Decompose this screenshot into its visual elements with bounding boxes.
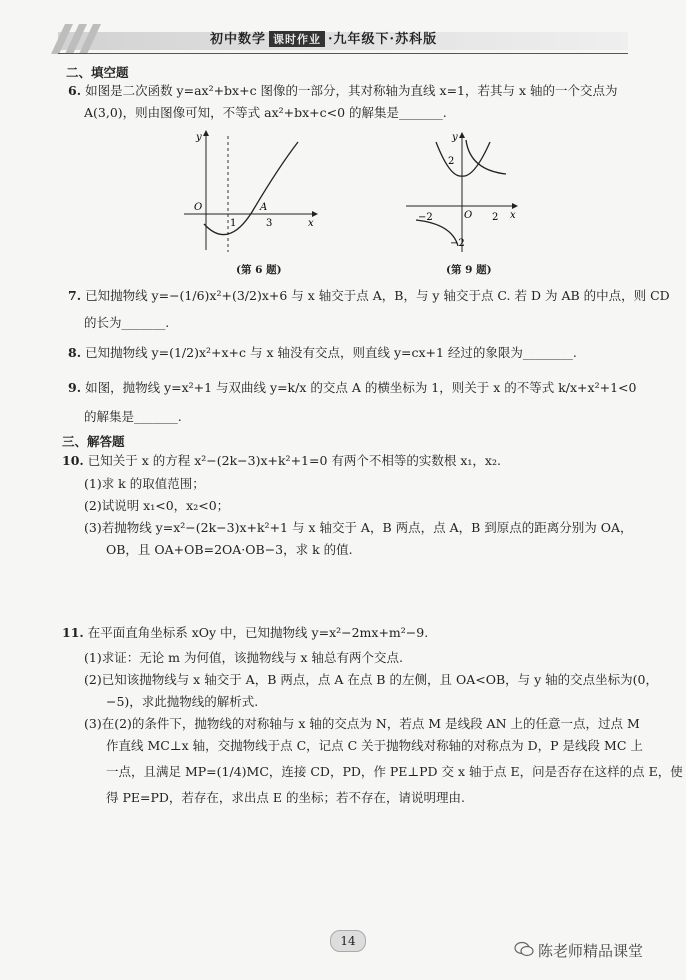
tick-x2-label: 2 (492, 212, 499, 223)
figure-6-parabola (180, 128, 320, 258)
tick-xneg2-label: −2 (418, 212, 433, 223)
header-grade: ·九年级下·苏科版 (328, 32, 438, 47)
question-number: 10. (62, 453, 84, 468)
question-text: 如图是二次函数 y=ax²+bx+c 图像的一部分，其对称轴为直线 x=1，若其与 x 轴的一个交点为 (85, 83, 618, 98)
page-header (58, 20, 628, 54)
question-9-line1 (68, 381, 636, 394)
question-10-part3-line2: OB，且 OA+OB=2OA·OB−3，求 k 的值. (106, 542, 353, 557)
x-label: x (510, 210, 516, 221)
y-axis-arrow (459, 132, 465, 138)
x-axis-arrow (312, 211, 318, 217)
y-label: y (196, 132, 202, 143)
wechat-icon (514, 941, 534, 957)
parabola-curve (204, 142, 298, 235)
page-number: 14 (330, 930, 366, 952)
y-label: y (452, 132, 458, 143)
hyperbola-branch-right (466, 140, 506, 174)
header-rule (58, 53, 628, 54)
question-text: 如图，抛物线 y=x²+1 与双曲线 y=k/x 的交点 A 的横坐标为 1，则关于 x 的不等式 k/x+x²+1<0 (85, 380, 637, 395)
parabola-curve (436, 142, 490, 176)
question-text: 在平面直角坐标系 xOy 中，已知抛物线 y=x²−2mx+m²−9. (87, 625, 429, 640)
watermark-text: 陈老师精品课堂 (538, 942, 644, 960)
x-label: x (308, 218, 314, 229)
question-number: 9. (68, 380, 82, 395)
question-11-part3-line3: 一点，且满足 MP=(1/4)MC，连接 CD，PD，作 PE⊥PD 交 x 轴于点 E，问是否存在这样的点 E，使 (106, 764, 683, 779)
figure-9-hyperbola (400, 128, 530, 258)
question-number: 8. (68, 345, 82, 360)
question-11-part3-line2: 作直线 MC⊥x 轴，交抛物线于点 C，记点 C 关于抛物线对称轴的对称点为 D，P 是线段 MC 上 (106, 738, 643, 753)
question-10-part1: (1)求 k 的取值范围； (84, 476, 205, 491)
question-11-line1 (62, 626, 428, 639)
question-text: 已知抛物线 y=(1/2)x²+x+c 与 x 轴没有交点，则直线 y=cx+1 经过的象限为________. (85, 345, 577, 360)
question-11-part1: (1)求证：无论 m 为何值，该抛物线与 x 轴总有两个交点. (84, 650, 403, 665)
question-text: 已知抛物线 y=−(1/6)x²+(3/2)x+6 与 x 轴交于点 A，B，与 y 轴交于点 C. 若 D 为 AB 的中点，则 CD (85, 288, 670, 303)
question-6-line1 (68, 84, 618, 97)
section-answer: 三、解答题 (62, 434, 125, 449)
tick-3-label: 3 (266, 218, 273, 229)
figure-6-caption: (第 6 题) (236, 264, 282, 276)
question-7-line1 (68, 289, 670, 302)
tick-1-label: 1 (230, 218, 237, 229)
question-number: 7. (68, 288, 82, 303)
question-7-line2: 的长为_______. (84, 315, 170, 330)
header-title (210, 28, 437, 47)
section-fill-in: 二、填空题 (66, 65, 129, 80)
x-axis-arrow (512, 203, 518, 209)
y-axis-arrow (203, 130, 209, 136)
header-subject: 初中数学 (210, 32, 267, 47)
question-8-line1 (68, 346, 577, 359)
question-number: 11. (62, 625, 84, 640)
question-9-line2: 的解集是_______. (84, 409, 182, 424)
question-number: 6. (68, 83, 82, 98)
question-10-part3-line1: (3)若抛物线 y=x²−(2k−3)x+k²+1 与 x 轴交于 A，B 两点，点 A，B 到原点的距离分别为 OA， (84, 520, 633, 535)
question-6-line2: A(3,0)，则由图像可知，不等式 ax²+bx+c<0 的解集是_______. (84, 105, 447, 120)
header-brand-logo: 课时作业 (269, 31, 325, 47)
question-11-part2-line1: (2)已知该抛物线与 x 轴交于 A，B 两点，点 A 在点 B 的左侧，且 OA<OB，与 y 轴的交点坐标为(0， (84, 672, 658, 687)
question-11-part3-line1: (3)在(2)的条件下，抛物线的对称轴与 x 轴的交点为 N，若点 M 是线段 AN 上的任意一点，过点 M (84, 716, 640, 731)
origin-label: O (464, 210, 473, 221)
question-11-part3-line4: 得 PE=PD，若存在，求出点 E 的坐标；若不存在，请说明理由. (106, 790, 465, 805)
tick-y2-label: 2 (448, 156, 455, 167)
origin-label: O (194, 202, 203, 213)
question-10-part2: (2)试说明 x₁<0，x₂<0； (84, 498, 230, 513)
tick-yneg2-label: −2 (450, 238, 465, 249)
question-text: 已知关于 x 的方程 x²−(2k−3)x+k²+1=0 有两个不相等的实数根 x₁，x₂. (87, 453, 501, 468)
question-10-line1 (62, 454, 501, 467)
figure-9-caption: (第 9 题) (446, 264, 492, 276)
point-a-label: A (260, 202, 268, 213)
question-11-part2-line2: −5)，求此抛物线的解析式. (106, 694, 259, 709)
